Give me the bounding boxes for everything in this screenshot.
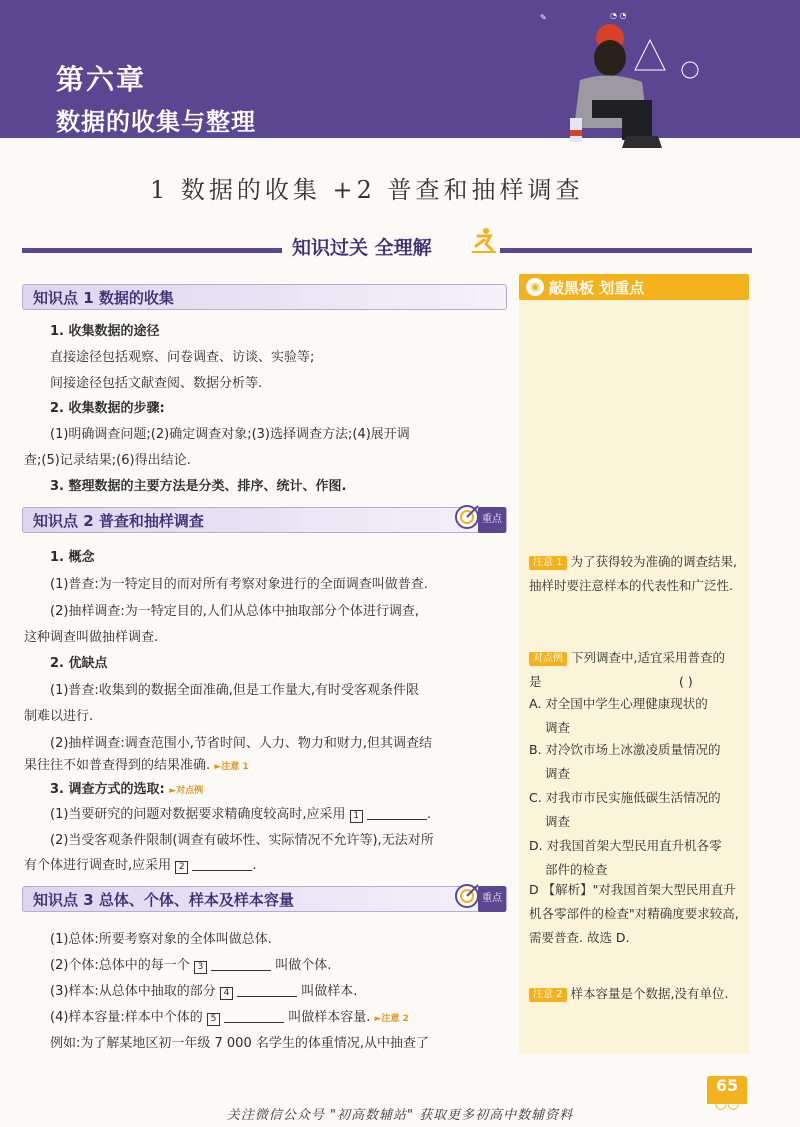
note1-marker: ►注意 1 [214,762,249,772]
kp3-l5: 例如:为了解某地区初一年级 7 000 名学生的体重情况,从中抽查了 [50,1036,429,1051]
kp2-l4: (1)普查:收集到的数据全面准确,但是工作量大,有时受客观条件限 [50,683,420,698]
kp3-l2a: (2)个体:总体中的每一个 [50,958,190,973]
kp2-l7: 果往往不如普查得到的结果准确. [24,758,211,773]
sidebar-example-question [529,646,741,670]
section-bar-left [22,248,282,253]
svg-text:✎: ✎ [540,13,547,22]
svg-text:◔ ◔: ◔ ◔ [610,11,627,20]
kp2-l1: (1)普查:为一特定目的而对所有考察对象进行的全面调查叫做普查. [50,577,428,592]
kp3-l3b: 叫做样本. [301,984,358,999]
kp1-l1: 直接途径包括观察、问卷调查、访谈、实验等; [50,350,315,365]
kp2-h2: 2. 优缺点 [50,656,108,671]
kp2-l3: 这种调查叫做抽样调查. [24,630,159,645]
kp3-l3a: (3)样本:从总体中抽取的部分 [50,984,216,999]
kp2-l2: (2)抽样调查:为一特定目的,人们从总体中抽取部分个体进行调查, [50,604,420,619]
kp1-l2: 间接途径包括文献查阅、数据分析等. [50,376,263,391]
example-marker: ►对点例 [169,786,204,796]
kp3-title: 知识点 3 总体、个体、样本及样本容量 [33,891,294,909]
blank-number-5: 5 [207,1013,220,1026]
kp1-title: 知识点 1 数据的收集 [33,289,174,307]
sidebar-title: 敲黑板 划重点 [549,279,645,297]
note1-text: 为了获得较为准确的调查结果,抽样时要注意样本的代表性和广泛性. [529,554,738,593]
option-a2: 调查 [545,720,571,735]
kp1-h3: 3. 整理数据的主要方法是分类、排序、统计、作图. [50,479,347,494]
kp2-l7-line [24,757,249,776]
sidebar-note2 [529,982,741,1006]
kp1-h1: 1. 收集数据的途径 [50,324,160,339]
option-b1: B. 对冷饮市场上冰激凌质量情况的 [529,742,721,757]
blank-number-4: 4 [220,987,233,1000]
kp1-l4: 查;(5)记录结果;(6)得出结论. [24,453,191,468]
kp2-l5: 制难以进行. [24,709,94,724]
kp3-l1: (1)总体:所要考察对象的全体叫做总体. [50,932,272,947]
answer-blank-4[interactable] [237,983,297,997]
kp2-h3-line [50,781,203,800]
kp3-l4-line [50,1009,409,1028]
answer-blank-2[interactable] [192,857,252,871]
option-b2: 调查 [545,766,571,781]
chapter-title: 数据的收集与整理 [56,108,256,136]
kp3-badge: 重点 [478,886,506,912]
kp3-l2b: 叫做个体. [275,958,332,973]
sidebar-note1 [529,550,741,598]
option-c1: C. 对我市市民实施低碳生活情况的 [529,790,721,805]
kp3-l4b: 叫做样本容量. [288,1010,371,1025]
skater-icon [468,226,498,254]
example-q1: 下列调查中,适宜采用普查的 [571,650,725,665]
kp2-l9: (2)当受客观条件限制(调查有破坏性、实际情况不允许等),无法对所 [50,833,434,848]
chapter-number: 第六章 [56,63,147,96]
option-c2: 调查 [545,814,571,829]
kp2-l8: (1)当要研究的问题对数据要求精确度较高时,应采用 [50,807,346,822]
example-answer: D 【解析】"对我国首架大型民用直升机各零部件的检查"对精确度要求较高,需要普查. 故选 D. [529,882,739,945]
note2-text: 样本容量是个数据,没有单位. [570,986,729,1001]
kp3-l3-line [50,983,357,1001]
note1-tag: 注意 1 [529,556,567,570]
footer-note: 关注微信公众号 "初高数辅站" 获取更多初高中数辅资料 [226,1108,574,1123]
binding-rings-icon: ○○ [714,1096,740,1112]
kp3-l4a: (4)样本容量:样本中个体的 [50,1010,203,1025]
kp1-l3: (1)明确调查问题;(2)确定调查对象;(3)选择调查方法;(4)展开调 [50,427,410,442]
answer-blank-5[interactable] [224,1009,284,1023]
kp2-badge: 重点 [478,507,506,533]
section-title: 知识过关 全理解 [292,237,432,259]
bearded-man-illustration [530,0,720,158]
example-q2-line [529,670,741,694]
example-tag: 对点例 [529,652,567,666]
example-q2: 是 [529,674,542,689]
kp2-h3: 3. 调查方式的选取: [50,782,165,797]
kp1-header [22,284,507,310]
lesson-title: 1 数据的收集 +2 普查和抽样调查 [150,176,584,204]
kp2-h1: 1. 概念 [50,550,95,565]
bullhorn-icon: ◉ [526,278,544,296]
kp2-title: 知识点 2 普查和抽样调查 [33,512,204,530]
blank-number-2: 2 [175,861,188,874]
answer-paren[interactable]: ( ) [679,674,693,689]
kp2-l6: (2)抽样调查:调查范围小,节省时间、人力、物力和财力,但其调查结 [50,736,433,751]
kp2-l10-line: 有个体进行调查时,应采用 2 . [24,858,257,873]
kp2-l8-line: (1)当要研究的问题对数据要求精确度较高时,应采用 1 . [50,807,431,822]
blank-number-1: 1 [350,810,363,823]
sidebar-header [519,274,749,300]
answer-blank-3[interactable] [211,957,271,971]
kp3-l2-line [50,957,331,975]
blank-number-3: 3 [194,961,207,974]
kp3-header [22,886,507,912]
option-a1: A. 对全国中学生心理健康现状的 [529,696,708,711]
answer-blank-1[interactable] [367,806,427,820]
option-d1: D. 对我国首架大型民用直升机各零 [529,838,722,853]
page-number: 65 [707,1076,747,1104]
kp2-l10: 有个体进行调查时,应采用 [24,858,172,873]
option-d2: 部件的检查 [545,862,608,877]
note2-tag: 注意 2 [529,988,567,1002]
kp1-h2: 2. 收集数据的步骤: [50,401,165,416]
kp2-header [22,507,507,533]
note2-marker: ►注意 2 [374,1014,409,1024]
section-bar-right [500,248,752,253]
